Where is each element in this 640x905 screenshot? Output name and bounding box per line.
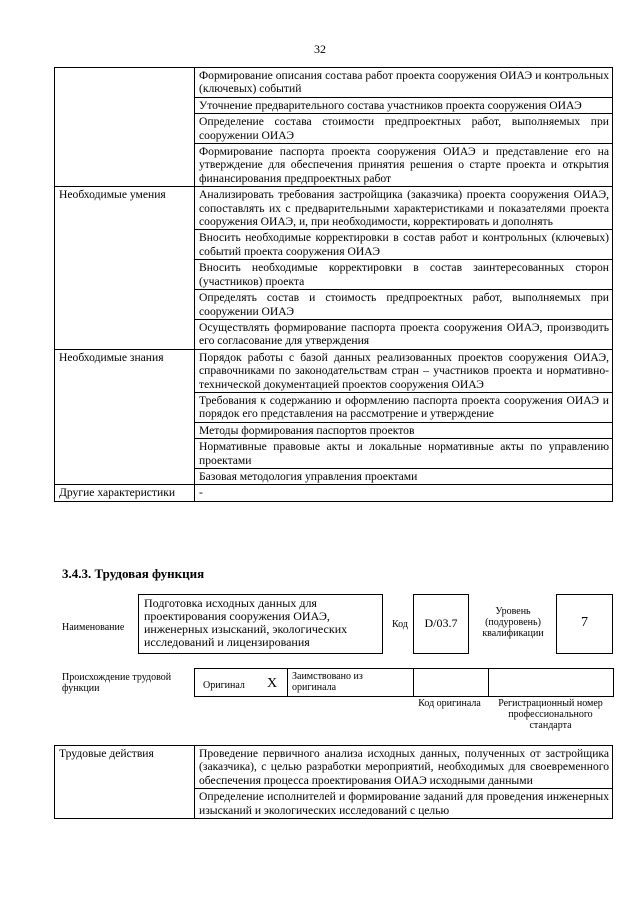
table-cell: Методы формирования паспортов проектов (195, 422, 613, 438)
table-row (55, 187, 613, 230)
table-cell: - (195, 485, 613, 501)
section-heading: 3.4.3. Трудовая функция (62, 566, 205, 581)
table-cell: Определение исполнителей и формирование заданий для проведения инженерных изысканий и экологических исследований с целью (195, 789, 613, 819)
table-cell: Вносить необходимые корректировки в состав работ и контрольных (ключевых) событий проекта сооружения ОИАЭ (195, 230, 613, 260)
level-value: 7 (581, 615, 588, 630)
original-cell (195, 669, 288, 696)
code-original-label: Код оригинала (418, 698, 481, 709)
function-name-value: Подготовка исходных данных для проектирования сооружения ОИАЭ, инженерных изысканий, экологических исследований и лицензирования (144, 596, 348, 649)
level-box (556, 594, 613, 654)
table-cell: Базовая методология управления проектами (195, 468, 613, 484)
table-cell: Нормативные правовые акты и локальные нормативные акты по управлению проектами (195, 439, 613, 469)
name-label: Наименование (62, 622, 125, 633)
table-cell: Вносить необходимые корректировки в состав заинтересованных сторон (участников) проекта (195, 260, 613, 290)
table-cell: Осуществлять формирование паспорта проекта сооружения ОИАЭ, производить его согласование для утверждения (195, 319, 613, 349)
table-row (55, 68, 613, 98)
code-label: Код (392, 619, 408, 630)
table-cell: Проведение первичного анализа исходных данных, полученных от застройщика (заказчика), с целью разработки мероприятий, необходимых для своевременного обеспечения процесса проектирования ОИАЭ исходными данными (195, 746, 613, 789)
table-cell: Формирование описания состава работ проекта сооружения ОИАЭ и контрольных (ключевых) событий (195, 68, 613, 98)
borrowed-cell (287, 669, 414, 696)
code-box (413, 594, 469, 654)
row-label: Трудовые действия (55, 746, 195, 819)
table-cell: Требования к содержанию и оформлению паспорта проекта сооружения ОИАЭ и порядок его представления на рассмотрение и утверждение (195, 392, 613, 422)
skills-knowledge-table (54, 67, 613, 502)
table-row (55, 746, 613, 789)
reg-number-cell (488, 669, 613, 696)
reg-number-label: Регистрационный номер профессионального стандарта (498, 698, 603, 731)
level-label: Уровень (подуровень) квалификации (482, 606, 544, 639)
row-label: Другие характеристики (55, 485, 195, 501)
original-mark: X (267, 676, 278, 691)
origin-row (194, 668, 614, 697)
code-original-cell (413, 669, 489, 696)
table-cell: Определять состав и стоимость предпроектных работ, выполняемых при сооружении ОИАЭ (195, 290, 613, 320)
borrowed-label: Заимствовано из оригинала (292, 671, 363, 693)
table-cell: Формирование паспорта проекта сооружения ОИАЭ и представление его на утверждение для обеспечения принятия решения о старте проекта и открытия финансирования предпроектных работ (195, 144, 613, 187)
original-label: Оригинал (203, 680, 245, 691)
labor-actions-table (54, 745, 613, 819)
table-row (55, 485, 613, 501)
code-value: D/03.7 (424, 616, 458, 630)
row-label (55, 68, 195, 187)
page-number: 32 (314, 42, 326, 56)
function-name-box (138, 594, 383, 654)
table-cell: Анализировать требования застройщика (заказчика) проекта сооружения ОИАЭ, сопоставлять их с предварительными характеристиками и показателями проекта сооружения ОИАЭ, и, при необходимости, корректировать и дополнять (195, 187, 613, 230)
table-row (55, 349, 613, 392)
table-cell: Определение состава стоимости предпроектных работ, выполняемых при сооружении ОИАЭ (195, 114, 613, 144)
origin-label: Происхождение трудовой функции (62, 672, 172, 694)
table-cell: Порядок работы с базой данных реализованных проектов сооружения ОИАЭ, справочниками по законодательствам стран – участников проекта и нормативно-технической документацией проектов сооружения ОИАЭ (195, 349, 613, 392)
table-cell: Уточнение предварительного состава участников проекта сооружения ОИАЭ (195, 97, 613, 113)
row-label: Необходимые умения (55, 187, 195, 349)
row-label: Необходимые знания (55, 349, 195, 485)
